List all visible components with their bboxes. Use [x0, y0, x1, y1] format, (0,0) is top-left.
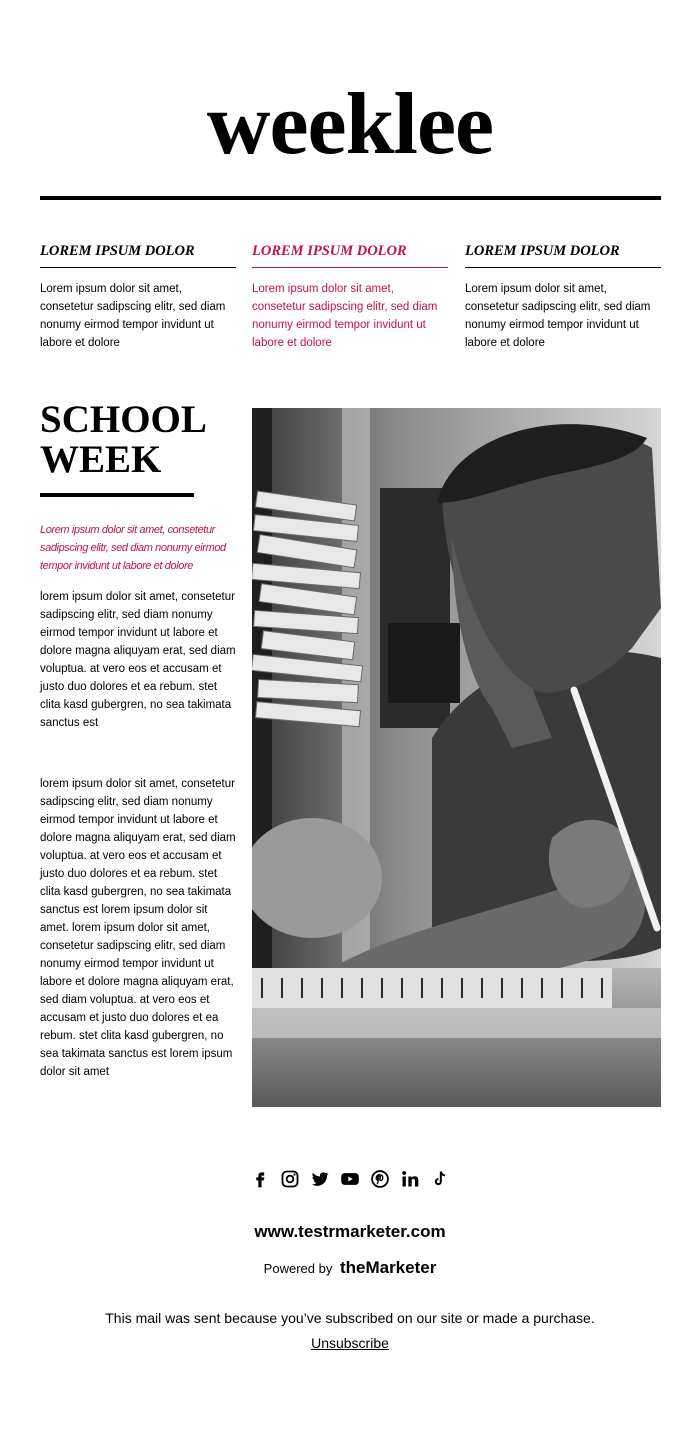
teaser-column-1: [40, 240, 236, 352]
teaser-column-2: [252, 240, 448, 352]
feature-paragraph-1: lorem ipsum dolor sit amet, consetetur sadipscing elitr, sed diam nonumy eirmod tempor invidunt ut labore et dolore magna aliquyam erat, sed diam voluptua. at vero eos et accusam et justo duo dolores et ea rebum. stet clita kasd gubergren, no sea takimata sanctus est: [40, 591, 236, 729]
powered-by-label: Powered by: [263, 1261, 333, 1276]
website-link[interactable]: www.testrmarketer.com: [254, 1222, 446, 1241]
feature-title: [40, 400, 240, 480]
unsubscribe-container: [0, 1333, 700, 1353]
feature-paragraph-2: lorem ipsum dolor sit amet, consetetur sadipscing elitr, sed diam nonumy eirmod tempor invidunt ut labore et dolore magna aliquyam erat, sed diam voluptua. at vero eos et accusam et justo duo dolores et ea rebum. stet clita kasd gubergren, no sea takimata sanctus est lorem ipsum dolor sit amet. lorem ipsum dolor sit amet, consetetur sadipscing elitr, sed diam nonumy eirmod tempor invidunt ut labore et dolore magna aliquyam erat, sed diam voluptua. at vero eos et accusam et justo duo dolores et ea rebum. stet clita kasd gubergren, no sea takimata sanctus est lorem ipsum dolor sit amet: [40, 778, 236, 1078]
tiktok-icon[interactable]: [428, 1166, 452, 1192]
unsubscribe-link[interactable]: Unsubscribe: [311, 1335, 389, 1351]
masthead-divider: [40, 196, 661, 200]
teaser-heading[interactable]: LOREM IPSUM DOLOR: [465, 240, 661, 268]
feature-divider: [40, 493, 194, 497]
twitter-icon[interactable]: [308, 1166, 332, 1192]
masthead-logo[interactable]: weeklee: [206, 76, 494, 173]
teaser-heading[interactable]: LOREM IPSUM DOLOR: [40, 240, 236, 268]
teaser-text: Lorem ipsum dolor sit amet, consetetur sadipscing elitr, sed diam nonumy eirmod tempor invidunt ut labore et dolore: [465, 283, 651, 349]
teaser-column-3: [465, 240, 661, 352]
feature-title-line-1: SCHOOL: [40, 398, 207, 441]
pinterest-icon[interactable]: [368, 1166, 392, 1192]
powered-by: [0, 1256, 700, 1281]
brand-logo[interactable]: theMarketer: [339, 1258, 437, 1277]
feature-lede: Lorem ipsum dolor sit amet, consetetur sadipscing elitr, sed diam nonumy eirmod tempor invidunt ut labore et dolore: [40, 524, 226, 572]
teaser-text: Lorem ipsum dolor sit amet, consetetur sadipscing elitr, sed diam nonumy eirmod tempor invidunt ut labore et dolore: [40, 283, 226, 349]
subscription-notice: This mail was sent because you’ve subscribed on our site or made a purchase.: [105, 1310, 595, 1326]
feature-photo: [252, 408, 661, 1107]
youtube-icon[interactable]: [338, 1166, 362, 1192]
instagram-icon[interactable]: [278, 1166, 302, 1192]
teaser-text: Lorem ipsum dolor sit amet, consetetur sadipscing elitr, sed diam nonumy eirmod tempor invidunt ut labore et dolore: [252, 283, 438, 349]
social-links: [0, 1166, 700, 1192]
linkedin-icon[interactable]: [398, 1166, 422, 1192]
teaser-heading[interactable]: LOREM IPSUM DOLOR: [252, 240, 448, 268]
feature-title-line-2: WEEK: [40, 438, 162, 481]
facebook-icon[interactable]: [248, 1166, 272, 1192]
